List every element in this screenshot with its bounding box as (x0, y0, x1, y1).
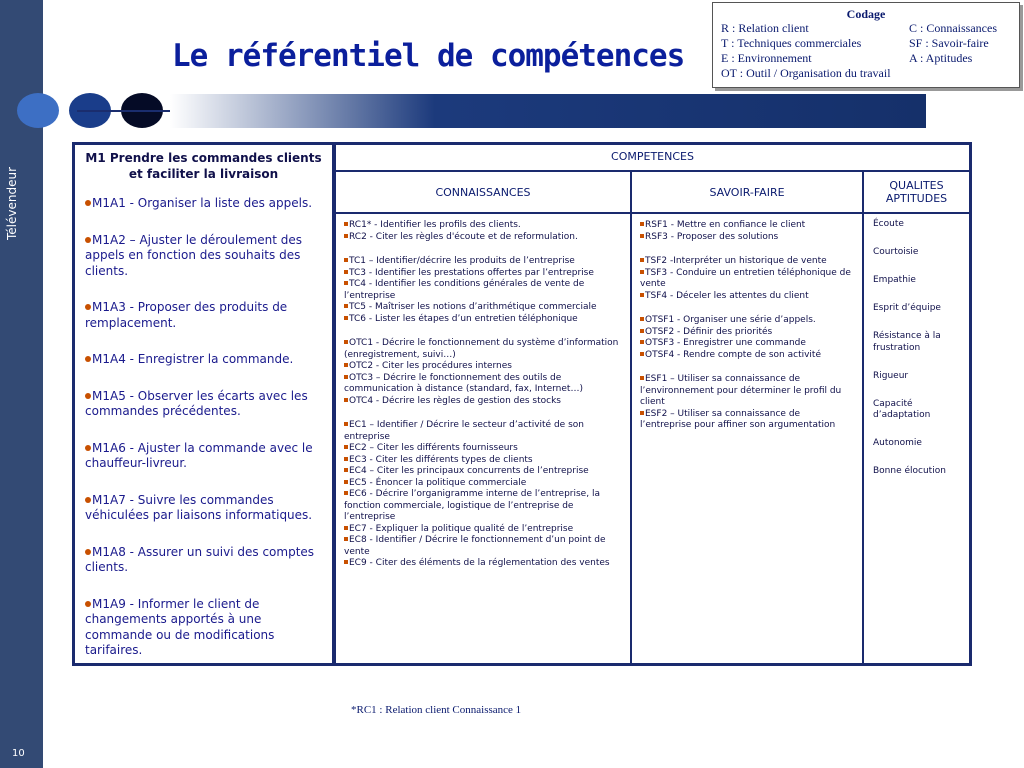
savoir-faire-column (632, 172, 864, 663)
competence-item (344, 478, 622, 490)
codage-key: SF : Savoir-faire (909, 36, 989, 50)
codage-title: Codage (846, 7, 886, 21)
square-bullet-icon (344, 398, 348, 402)
competence-text: TC4 - Identifier les conditions générales de vente de l’entreprise (344, 279, 585, 301)
module-item-text: M1A5 - Observer les écarts avec les commandes précédentes. (85, 388, 308, 418)
competence-item (344, 524, 622, 536)
competence-item (640, 315, 854, 327)
page-number: 10 (12, 748, 25, 759)
competence-text: RSF1 - Mettre en confiance le client (645, 220, 806, 230)
codage-key: OT : Outil / Organisation du travail (721, 66, 891, 80)
bullet-icon (85, 356, 91, 362)
module-item-text: M1A2 – Ajuster le déroulement des appels en fonction des souhaits des clients. (85, 232, 303, 278)
competence-text: TC3 - Identifier les prestations offertes par l’entreprise (349, 267, 594, 278)
competence-text: EC2 – Citer les différents fournisseurs (349, 443, 518, 453)
competence-text: EC1 – Identifier / Décrire le secteur d’activité de son entreprise (344, 420, 584, 442)
competence-item (344, 232, 622, 244)
codage-row (721, 66, 1011, 81)
square-bullet-icon (344, 363, 348, 367)
bullet-icon (85, 200, 91, 206)
module-box (72, 142, 335, 666)
competence-text: RC2 - Citer les règles d'écoute et de reformulation. (349, 231, 578, 242)
competence-item (344, 302, 622, 314)
square-bullet-icon (344, 445, 348, 449)
square-bullet-icon (344, 222, 348, 226)
module-item-text: M1A6 - Ajuster la commande avec le chauffeur-livreur. (85, 440, 313, 470)
competence-text: OTC1 - Décrire le fonctionnement du système d’information (enregistrement, suivi…) (344, 338, 619, 360)
competence-item (640, 374, 854, 409)
module-title: M1 Prendre les commandes clients et faciliter la livraison (85, 151, 322, 181)
square-bullet-icon (344, 537, 348, 541)
square-bullet-icon (344, 281, 348, 285)
codage-key: C : Connaissances (909, 21, 997, 35)
competence-text: EC9 - Citer des éléments de la réglementation des ventes (349, 558, 610, 568)
module-item (85, 352, 322, 368)
qualites-column (864, 172, 969, 663)
codage-row (721, 51, 1011, 66)
competence-text: OTC2 - Citer les procédures internes (349, 361, 512, 371)
competence-item (640, 291, 854, 303)
codage-legend (712, 2, 1020, 88)
module-item (85, 196, 322, 212)
module-item (85, 493, 322, 524)
competence-item (640, 327, 854, 339)
square-bullet-icon (344, 526, 348, 530)
decor-gradient-bar (170, 94, 926, 128)
module-item (85, 389, 322, 420)
qualite-item: Rigueur (873, 370, 909, 381)
bullet-icon (85, 497, 91, 503)
savoir-faire-list (632, 214, 862, 438)
sidebar-label: Télévendeur (5, 166, 19, 240)
decor-connector (77, 110, 172, 112)
square-bullet-icon (640, 222, 644, 226)
competence-item (640, 338, 854, 350)
square-bullet-icon (344, 457, 348, 461)
competence-text: EC4 – Citer les principaux concurrents de l’entreprise (349, 466, 589, 476)
square-bullet-icon (344, 491, 348, 495)
competence-item (344, 338, 622, 361)
square-bullet-icon (640, 376, 644, 380)
competence-item (640, 268, 854, 291)
codage-key: E : Environnement (721, 51, 812, 65)
footnote: *RC1 : Relation client Connaissance 1 (351, 704, 522, 716)
bullet-icon (85, 445, 91, 451)
competence-text: OTSF4 - Rendre compte de son activité (645, 349, 821, 360)
competence-item (344, 279, 622, 302)
competence-item (640, 350, 854, 362)
competence-item (344, 220, 622, 232)
square-bullet-icon (640, 352, 644, 356)
square-bullet-icon (640, 329, 644, 333)
connaissances-column (336, 172, 632, 663)
bullet-icon (85, 393, 91, 399)
module-item-text: M1A9 - Informer le client de changements apportés à une commande ou de modifications tarifaires. (85, 596, 275, 657)
competence-item (344, 396, 622, 408)
qualites-list (864, 214, 969, 499)
competence-text: EC5 - Énoncer la politique commerciale (349, 477, 527, 488)
competence-item (640, 409, 854, 432)
competence-text: OTSF1 - Organiser une série d’appels. (645, 315, 816, 325)
competence-text: TSF3 - Conduire un entretien téléphonique de vente (640, 267, 851, 289)
header-decoration (17, 93, 927, 129)
square-bullet-icon (640, 258, 644, 262)
square-bullet-icon (640, 293, 644, 297)
bullet-icon (85, 304, 91, 310)
competence-text: OTSF2 - Définir des priorités (645, 326, 773, 337)
bullet-icon (85, 237, 91, 243)
savoir-faire-header: SAVOIR-FAIRE (632, 172, 862, 214)
square-bullet-icon (640, 234, 644, 238)
competence-item (344, 466, 622, 478)
square-bullet-icon (344, 234, 348, 238)
square-bullet-icon (344, 316, 348, 320)
square-bullet-icon (344, 422, 348, 426)
bullet-icon (85, 601, 91, 607)
competence-text: RC1* - Identifier les profils des clients. (349, 220, 521, 230)
square-bullet-icon (344, 560, 348, 564)
codage-key: A : Aptitudes (909, 51, 973, 65)
competences-table (333, 142, 972, 666)
qualite-item: Esprit d’équipe (873, 303, 941, 313)
competence-text: OTC3 – Décrire le fonctionnement des outils de communication à distance (standard, fax, Internet…) (344, 372, 583, 394)
qualite-item: Capacité d’adaptation (873, 398, 931, 420)
qualite-item: Écoute (873, 219, 904, 229)
competence-text: TSF2 -Interpréter un historique de vente (645, 256, 827, 266)
qualite-item: Bonne élocution (873, 466, 946, 476)
competence-item (344, 256, 622, 268)
module-item-text: M1A7 - Suivre les commandes véhiculées par liaisons informatiques. (85, 492, 313, 522)
module-item (85, 441, 322, 472)
competence-text: ESF1 – Utiliser sa connaissance de l’environnement pour déterminer le profil du client (640, 374, 842, 407)
module-item-list (85, 196, 322, 659)
qualite-item: Empathie (873, 275, 916, 285)
competence-text: OTSF3 - Enregistrer une commande (645, 338, 806, 348)
competence-item (344, 443, 622, 455)
codage-key: R : Relation client (721, 21, 809, 35)
qualite-item: Autonomie (873, 438, 922, 448)
competence-item (640, 220, 854, 232)
module-item (85, 597, 322, 659)
competence-text: EC8 - Identifier / Décrire le fonctionnement d’un point de vente (344, 535, 606, 557)
competence-item (344, 455, 622, 467)
square-bullet-icon (640, 270, 644, 274)
competences-header: COMPETENCES (336, 145, 969, 172)
competence-item (344, 314, 622, 326)
qualite-item: Résistance à la frustration (873, 331, 941, 353)
competence-item (640, 256, 854, 268)
square-bullet-icon (344, 468, 348, 472)
competence-item (344, 373, 622, 396)
competence-text: TC6 - Lister les étapes d’un entretien téléphonique (349, 313, 578, 324)
qualite-item: Courtoisie (873, 247, 919, 257)
square-bullet-icon (640, 340, 644, 344)
square-bullet-icon (344, 258, 348, 262)
competence-item (344, 268, 622, 280)
competence-item (344, 535, 622, 558)
codage-key: T : Techniques commerciales (721, 36, 862, 50)
competence-item (640, 232, 854, 244)
codage-row (721, 21, 1011, 36)
decor-circle-light (17, 93, 59, 128)
module-item-text: M1A3 - Proposer des produits de remplacement. (85, 300, 288, 330)
module-item (85, 545, 322, 576)
competence-text: ESF2 – Utiliser sa connaissance de l’entreprise pour affiner son argumentation (640, 408, 836, 430)
competence-text: RSF3 - Proposer des solutions (645, 231, 779, 242)
competence-text: TC1 – Identifier/décrire les produits de l’entreprise (349, 256, 575, 266)
square-bullet-icon (344, 480, 348, 484)
competence-text: EC6 - Décrire l’organigramme interne de l’entreprise, la fonction commerciale, logistique de l’entreprise de l’entreprise (344, 489, 600, 522)
module-item (85, 300, 322, 331)
codage-row (721, 36, 1011, 51)
competence-text: OTC4 - Décrire les règles de gestion des stocks (349, 395, 562, 406)
module-item-text: M1A1 - Organiser la liste des appels. (92, 196, 313, 210)
square-bullet-icon (640, 411, 644, 415)
bullet-icon (85, 549, 91, 555)
competence-item (344, 489, 622, 524)
qualites-header: QUALITES APTITUDES (864, 172, 969, 214)
competence-item (344, 558, 622, 570)
competence-text: EC7 - Expliquer la politique qualité de l’entreprise (349, 523, 574, 534)
square-bullet-icon (344, 340, 348, 344)
module-item (85, 233, 322, 280)
square-bullet-icon (344, 304, 348, 308)
square-bullet-icon (640, 317, 644, 321)
page-title: Le référentiel de compétences (172, 38, 685, 74)
competence-text: TC5 - Maîtriser les notions d’arithmétique commerciale (349, 302, 597, 312)
competence-text: EC3 - Citer les différents types de clients (349, 454, 533, 465)
square-bullet-icon (344, 270, 348, 274)
competence-item (344, 420, 622, 443)
competence-item (344, 361, 622, 373)
connaissances-list (336, 214, 630, 576)
module-item-text: M1A8 - Assurer un suivi des comptes clients. (85, 544, 315, 574)
square-bullet-icon (344, 375, 348, 379)
module-item-text: M1A4 - Enregistrer la commande. (92, 352, 294, 366)
connaissances-header: CONNAISSANCES (336, 172, 630, 214)
competence-text: TSF4 - Déceler les attentes du client (645, 290, 809, 301)
